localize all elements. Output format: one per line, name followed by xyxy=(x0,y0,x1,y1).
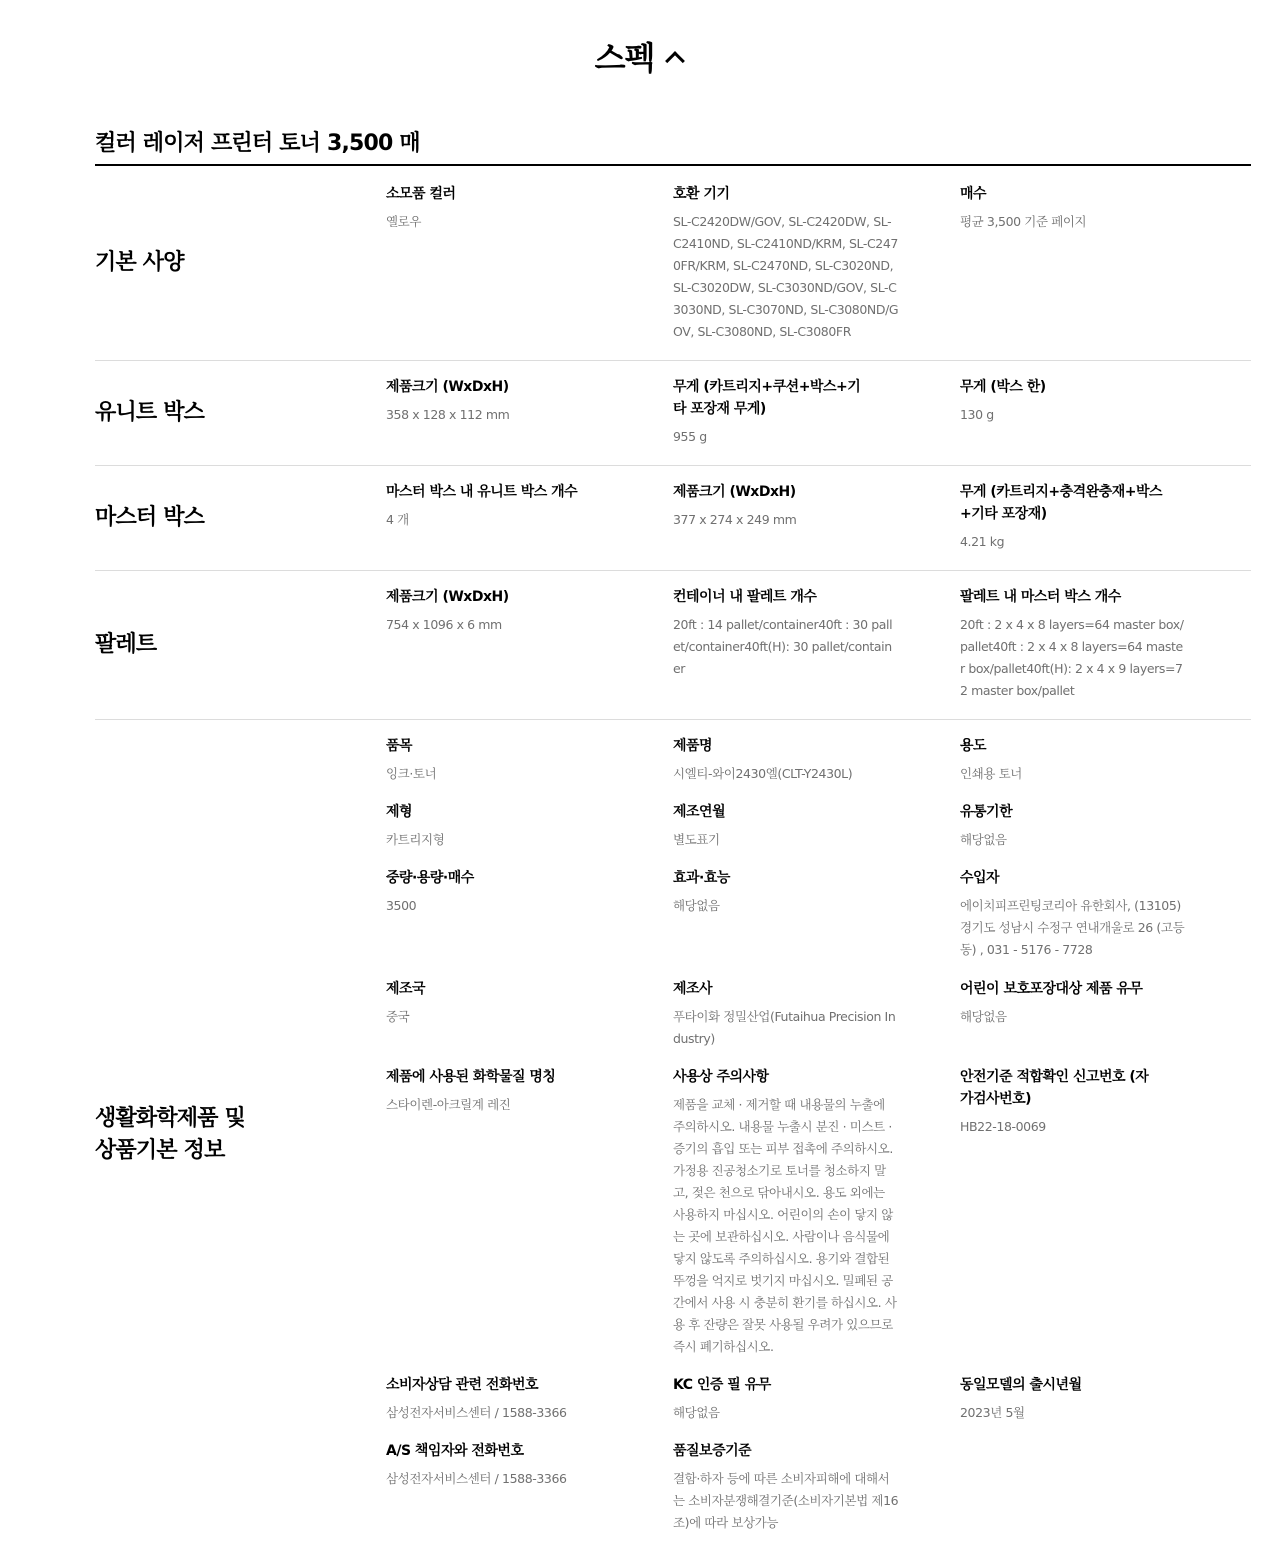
section-title: 유니트 박스 xyxy=(95,400,205,425)
section-title: 마스터 박스 xyxy=(95,505,205,530)
spec-item xyxy=(960,1066,1150,1138)
spec-item xyxy=(673,978,899,1050)
spec-label: 컨테이너 내 팔레트 개수 xyxy=(673,589,817,605)
section-unit-box xyxy=(95,361,1251,466)
spec-item xyxy=(960,586,1186,702)
spec-value: 인쇄용 토너 xyxy=(960,766,1022,781)
spec-value: 358 x 128 x 112 mm xyxy=(386,407,510,422)
spec-value: 2023년 5월 xyxy=(960,1405,1025,1420)
spec-item xyxy=(673,1066,899,1358)
spec-value: 해당없음 xyxy=(960,832,1007,847)
spec-item xyxy=(673,586,899,680)
spec-value: 삼성전자서비스센터 / 1588-3366 xyxy=(386,1405,567,1420)
spec-label: 사용상 주의사항 xyxy=(673,1069,769,1085)
spec-label: 제품크기 (WxDxH) xyxy=(673,484,796,500)
spec-item xyxy=(386,1374,612,1424)
section-pallet xyxy=(95,571,1251,720)
spec-label: 소모품 컬러 xyxy=(386,186,456,202)
spec-value: 스타이렌-아크릴계 레진 xyxy=(386,1097,511,1112)
spec-item xyxy=(386,586,612,636)
spec-item xyxy=(673,376,873,448)
section-basic-spec xyxy=(95,166,1251,361)
spec-item xyxy=(386,801,612,851)
spec-value: 해당없음 xyxy=(673,898,720,913)
spec-item xyxy=(960,867,1186,961)
spec-label: 품목 xyxy=(386,738,413,754)
spec-value: 4 개 xyxy=(386,512,409,527)
spec-item xyxy=(960,376,1186,426)
spec-item xyxy=(386,376,612,426)
section-title: 기본 사양 xyxy=(95,250,184,275)
spec-label: 제조국 xyxy=(386,981,426,997)
spec-label: 안전기준 적합확인 신고번호 (자가검사번호) xyxy=(960,1069,1149,1107)
spec-value: 제품을 교체 · 제거할 때 내용물의 누출에 주의하시오. 내용물 누출시 분진 · 미스트 · 증기의 흡입 또는 피부 접촉에 주의하시오. 가정용 진공청소기로 토너를 청소하지 말고, 젖은 천으로 닦아내시오. 용도 외에는 사용하지 마십시오. 어린이의 손이 닿지 않는 곳에 보관하십시오. 사람이나 음식물에 닿지 않도록 주의하십시오. 용기와 결합된 뚜껑을 억지로 벗기지 마십시오. 밀폐된 공간에서 사용 시 충분히 환기를 하십시오. 사용 후 잔량은 잘못 사용될 우려가 있으므로 즉시 폐기하십시오. xyxy=(673,1097,897,1354)
spec-label: 용도 xyxy=(960,738,987,754)
spec-item xyxy=(673,867,899,917)
spec-label: 중량·용량·매수 xyxy=(386,870,474,886)
section-chemical-info xyxy=(95,720,1251,1550)
section-title: 생활화학제품 및 상품기본 정보 xyxy=(95,1106,246,1163)
spec-label: 동일모델의 출시년월 xyxy=(960,1377,1082,1393)
spec-value: 20ft : 14 pallet/container40ft : 30 pallet/container40ft(H): 30 pallet/container xyxy=(673,617,893,676)
spec-label: 유통기한 xyxy=(960,804,1013,820)
spec-title: 스펙 xyxy=(594,39,655,77)
spec-item xyxy=(386,1066,626,1116)
spec-toggle[interactable] xyxy=(0,34,1277,78)
spec-label: 제품명 xyxy=(673,738,713,754)
spec-item xyxy=(673,183,899,343)
spec-item xyxy=(960,735,1186,785)
spec-value: 중국 xyxy=(386,1009,410,1024)
spec-value: 20ft : 2 x 4 x 8 layers=64 master box/pallet40ft : 2 x 4 x 8 layers=64 master box/pallet40ft(H): 2 x 4 x 9 layers=72 master box/pallet xyxy=(960,617,1184,698)
spec-value: SL-C2420DW/GOV, SL-C2420DW, SL-C2410ND, SL-C2410ND/KRM, SL-C2470FR/KRM, SL-C2470ND, SL-C3020ND, SL-C3020DW, SL-C3030ND/GOV, SL-C3030ND, SL-C3070ND, SL-C3080ND/GOV, SL-C3080ND, SL-C3080FR xyxy=(673,214,899,339)
spec-label: 제형 xyxy=(386,804,413,820)
spec-value: 결함·하자 등에 따른 소비자피해에 대해서는 소비자분쟁해결기준(소비자기본법 제16조)에 따라 보상가능 xyxy=(673,1471,899,1530)
spec-value: 4.21 kg xyxy=(960,534,1005,549)
spec-label: 매수 xyxy=(960,186,987,202)
spec-label: 제품크기 (WxDxH) xyxy=(386,379,509,395)
spec-item xyxy=(386,183,612,233)
spec-label: 제품에 사용된 화학물질 명칭 xyxy=(386,1069,556,1085)
spec-item xyxy=(673,481,899,531)
spec-item xyxy=(960,481,1170,553)
spec-item xyxy=(960,183,1186,233)
spec-item xyxy=(386,867,612,917)
spec-value: 754 x 1096 x 6 mm xyxy=(386,617,502,632)
product-title: 컬러 레이저 프린터 토너 3,500 매 xyxy=(95,131,420,156)
spec-label: 제조연월 xyxy=(673,804,726,820)
spec-label: 무게 (카트리지+충격완충재+박스+기타 포장재) xyxy=(960,484,1163,522)
spec-value: 카트리지형 xyxy=(386,832,445,847)
spec-value: 삼성전자서비스센터 / 1588-3366 xyxy=(386,1471,567,1486)
spec-value: 해당없음 xyxy=(960,1009,1007,1024)
spec-value: 잉크·토너 xyxy=(386,766,437,781)
spec-item xyxy=(673,801,899,851)
spec-label: 소비자상담 관련 전화번호 xyxy=(386,1377,539,1393)
spec-label: 품질보증기준 xyxy=(673,1443,752,1459)
spec-label: 무게 (박스 한) xyxy=(960,379,1046,395)
spec-item xyxy=(960,801,1186,851)
spec-value: HB22-18-0069 xyxy=(960,1119,1046,1134)
spec-label: 효과·효능 xyxy=(673,870,730,886)
chevron-up-icon xyxy=(666,51,686,71)
spec-item xyxy=(386,978,612,1028)
spec-item xyxy=(673,1374,899,1424)
spec-item xyxy=(386,481,626,531)
spec-item xyxy=(386,1440,612,1490)
spec-value: 377 x 274 x 249 mm xyxy=(673,512,797,527)
spec-item xyxy=(386,735,612,785)
spec-value: 130 g xyxy=(960,407,994,422)
spec-value: 955 g xyxy=(673,429,707,444)
spec-item xyxy=(673,735,899,785)
spec-label: 무게 (카트리지+쿠션+박스+기타 포장재 무게) xyxy=(673,379,861,417)
spec-value: 옐로우 xyxy=(386,214,422,229)
spec-label: 제조사 xyxy=(673,981,713,997)
spec-label: 팔레트 내 마스터 박스 개수 xyxy=(960,589,1121,605)
spec-item xyxy=(960,978,1200,1028)
spec-label: 어린이 보호포장대상 제품 유무 xyxy=(960,981,1143,997)
spec-value: 별도표기 xyxy=(673,832,720,847)
spec-item xyxy=(673,1440,899,1534)
spec-label: 호환 기기 xyxy=(673,186,730,202)
spec-label: KC 인증 필 유무 xyxy=(673,1377,771,1393)
spec-label: 마스터 박스 내 유니트 박스 개수 xyxy=(386,484,578,500)
spec-label: A/S 책임자와 전화번호 xyxy=(386,1443,524,1459)
spec-value: 평균 3,500 기준 페이지 xyxy=(960,214,1087,229)
spec-value: 푸타이화 정밀산업(Futaihua Precision Industry) xyxy=(673,1009,896,1046)
spec-value: 3500 xyxy=(386,898,417,913)
spec-value: 시엘티-와이2430엘(CLT-Y2430L) xyxy=(673,766,853,781)
section-title: 팔레트 xyxy=(95,632,157,657)
spec-value: 에이치피프린팅코리아 유한회사, (13105) 경기도 성남시 수정구 연내개울로 26 (고등동) , 031 - 5176 - 7728 xyxy=(960,898,1185,957)
spec-item xyxy=(960,1374,1186,1424)
spec-value: 해당없음 xyxy=(673,1405,720,1420)
spec-label: 제품크기 (WxDxH) xyxy=(386,589,509,605)
section-master-box xyxy=(95,466,1251,571)
spec-label: 수입자 xyxy=(960,870,1000,886)
